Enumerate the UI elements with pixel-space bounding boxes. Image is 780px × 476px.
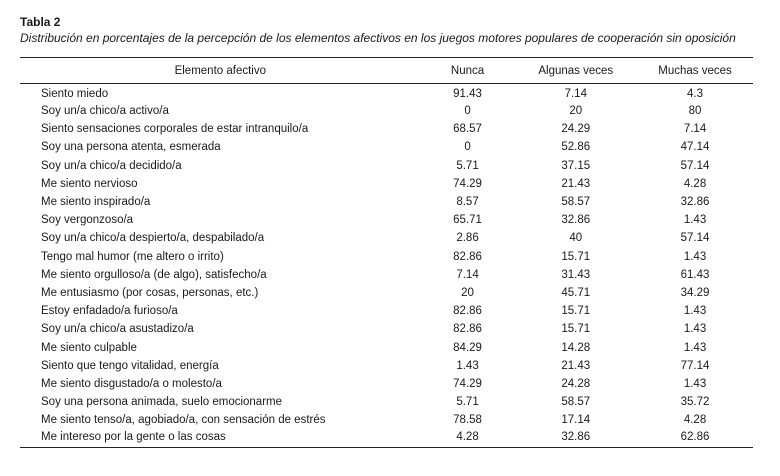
cell-nunca: 84.29 [453,341,482,354]
cell-nunca: 1.43 [456,359,479,372]
table-row [20,102,753,120]
table-row [20,429,753,448]
cell-element: Siento sensaciones corporales de estar intranquilo/a [41,123,309,136]
cell-nunca: 20 [461,286,474,299]
cell-muchas-veces: 1.43 [683,214,707,227]
table-row [20,338,753,356]
cell-element: Me siento disgustado/a o molesto/a [41,377,222,390]
cell-muchas-veces: 1.43 [683,305,707,318]
cell-muchas-veces: 77.14 [680,359,710,372]
cell-algunas-veces: 20 [569,105,583,118]
cell-nunca: 82.86 [453,305,482,318]
cell-muchas-veces: 1.43 [683,323,707,336]
cell-algunas-veces: 32.86 [561,214,591,227]
table-row [20,266,753,284]
cell-element: Me siento tenso/a, agobiado/a, con sensación de estrés [41,414,326,427]
table-row [20,302,753,320]
cell-nunca: 5.71 [456,396,479,409]
cell-algunas-veces: 21.43 [561,359,591,372]
cell-nunca: 91.43 [453,88,482,100]
table-row [20,175,753,193]
cell-algunas-veces: 32.86 [515,429,638,448]
cell-element: Soy vergonzoso/a [41,214,134,227]
cell-nunca: 78.58 [453,414,482,427]
table-row [20,193,753,211]
cell-element: Soy un/a chico/a despierto/a, despabilado/a [41,232,265,245]
cell-element: Me siento inspirado/a [41,196,151,209]
cell-nunca: 65.71 [453,214,482,227]
cell-muchas-veces: 1.43 [683,341,707,354]
table-row [20,138,753,156]
cell-element: Me siento orgulloso/a (de algo), satisfecho/a [41,268,267,281]
cell-muchas-veces: 61.43 [680,268,710,281]
cell-algunas-veces: 58.57 [561,396,591,409]
cell-muchas-veces: 32.86 [680,196,710,209]
cell-element: Soy un/a chico/a activo/a [41,105,169,118]
cell-muchas-veces: 62.86 [637,429,753,448]
cell-element: Tengo mal humor (me altero o irrito) [41,250,224,263]
cell-element: Me entusiasmo (por cosas, personas, etc.) [41,286,259,299]
cell-algunas-veces: 45.71 [561,286,591,299]
cell-algunas-veces: 52.86 [561,141,591,154]
cell-nunca: 82.86 [453,250,482,263]
cell-algunas-veces: 15.71 [561,323,591,336]
cell-element: Soy una persona atenta, esmerada [41,141,221,154]
cell-nunca: 0 [464,105,471,118]
cell-muchas-veces: 80 [688,105,702,118]
table-row [20,120,753,138]
header-algunas-veces: Algunas veces [515,58,638,84]
table-header [20,58,753,84]
cell-nunca: 82.86 [453,323,482,336]
cell-algunas-veces: 24.29 [561,123,591,136]
cell-algunas-veces: 24.28 [561,377,591,390]
table-row [20,157,753,175]
cell-algunas-veces: 14.28 [561,341,591,354]
header-row [20,58,753,84]
table-row [20,393,753,411]
cell-nunca: 4.28 [421,429,515,448]
header-nunca: Nunca [421,58,515,84]
cell-muchas-veces: 4.28 [683,177,707,190]
cell-muchas-veces: 7.14 [683,123,707,136]
cell-nunca: 8.57 [456,196,479,209]
cell-element: Soy un/a chico/a decidido/a [41,159,182,172]
table-label: Tabla 2 [20,15,61,29]
cell-element: Estoy enfadado/a furioso/a [41,305,178,318]
cell-nunca: 74.29 [453,377,482,390]
cell-nunca: 5.71 [456,159,479,172]
cell-algunas-veces: 7.14 [564,88,587,100]
cell-algunas-veces: 58.57 [561,196,591,209]
cell-muchas-veces: 57.14 [680,159,710,172]
table-row [20,229,753,247]
cell-nunca: 7.14 [456,268,479,281]
table-title: Distribución en porcentajes de la percepción de los elementos afectivos en los juegos motores populares de cooperación sin oposición [20,31,736,45]
cell-element: Siento miedo [41,88,109,100]
header-muchas-veces: Muchas veces [637,58,753,84]
table-row [20,248,753,266]
header-element: Elemento afectivo [20,58,421,84]
cell-muchas-veces: 1.43 [683,250,707,263]
cell-element: Me siento nervioso [41,177,138,190]
table-row [20,411,753,429]
cell-muchas-veces: 4.3 [687,88,704,100]
table-body [20,84,753,448]
cell-muchas-veces: 47.14 [680,141,710,154]
table-row [20,320,753,338]
cell-element: Soy un/a chico/a asustadizo/a [41,323,194,336]
cell-algunas-veces: 15.71 [561,305,591,318]
cell-algunas-veces: 31.43 [561,268,591,281]
cell-element: Me siento culpable [41,341,137,354]
cell-muchas-veces: 1.43 [683,377,707,390]
cell-algunas-veces: 37.15 [561,159,591,172]
table-row [20,284,753,302]
cell-element: Soy una persona animada, suelo emocionarme [41,396,283,409]
cell-nunca: 0 [464,141,471,154]
table-row [20,357,753,375]
cell-nunca: 2.86 [456,232,479,245]
cell-muchas-veces: 34.29 [680,286,710,299]
cell-nunca: 74.29 [453,177,482,190]
table-row [20,211,753,229]
affective-elements-table [20,57,753,448]
cell-muchas-veces: 35.72 [680,396,710,409]
table-row [20,84,753,103]
cell-algunas-veces: 15.71 [561,250,591,263]
cell-algunas-veces: 17.14 [561,414,591,427]
cell-element: Me intereso por la gente o las cosas [20,429,421,448]
cell-algunas-veces: 21.43 [561,177,591,190]
cell-algunas-veces: 40 [569,232,583,245]
table-caption [20,14,760,46]
cell-element: Siento que tengo vitalidad, energía [41,359,219,372]
cell-nunca: 68.57 [453,123,482,136]
cell-muchas-veces: 4.28 [683,414,707,427]
cell-muchas-veces: 57.14 [680,232,710,245]
table-row [20,375,753,393]
